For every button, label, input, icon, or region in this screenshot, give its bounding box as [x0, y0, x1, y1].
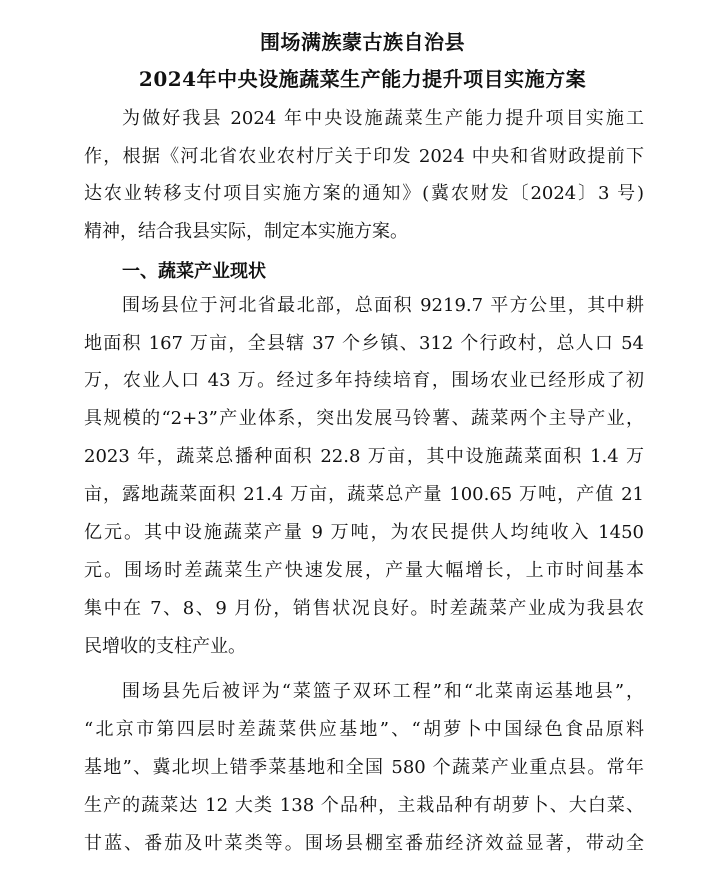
- document-title-line-2: 2024年中央设施蔬菜生产能力提升项目实施方案: [138, 67, 587, 91]
- section-1-para-1-line-10: 民增收的支柱产业。: [84, 636, 246, 657]
- section-1-para-2-line-4: 生产的蔬菜达 12 大类 138 个品种，主栽品种有胡萝卜、大白菜、: [84, 795, 644, 816]
- section-1-para-1-line-4: 具规模的“2+3”产业体系，突出发展马铃薯、蔬菜两个主导产业，: [84, 408, 644, 429]
- intro-line-3: 达农业转移支付项目实施方案的通知》(冀农财发〔2024〕3 号): [84, 183, 644, 204]
- section-1-para-1-line-9: 集中在 7、8、9 月份，销售状况良好。时差蔬菜产业成为我县农: [84, 598, 644, 619]
- section-1-heading: 一、蔬菜产业现状: [122, 261, 266, 282]
- section-1-para-1-line-3: 万，农业人口 43 万。经过多年持续培育，围场农业已经形成了初: [84, 370, 644, 391]
- section-1-para-1-line-7: 亿元。其中设施蔬菜产量 9 万吨，为农民提供人均纯收入 1450: [84, 522, 644, 543]
- section-1-para-1-line-1: 围场县位于河北省最北部，总面积 9219.7 平方公里，其中耕: [122, 295, 644, 316]
- intro-line-4: 精神，结合我县实际，制定本实施方案。: [84, 221, 408, 242]
- intro-line-1: 为做好我县 2024 年中央设施蔬菜生产能力提升项目实施工: [122, 108, 644, 129]
- document-title-line-1: 围场满族蒙古族自治县: [260, 30, 465, 54]
- section-1-para-2-line-5: 甘蓝、番茄及叶菜类等。围场县棚室番茄经济效益显著，带动全: [84, 833, 644, 854]
- section-1-para-1-line-8: 元。围场时差蔬菜生产快速发展，产量大幅增长，上市时间基本: [84, 560, 644, 581]
- section-1-para-1-line-5: 2023 年，蔬菜总播种面积 22.8 万亩，其中设施蔬菜面积 1.4 万: [84, 446, 644, 467]
- section-1-para-1-line-2: 地面积 167 万亩，全县辖 37 个乡镇、312 个行政村，总人口 54: [84, 333, 644, 354]
- section-1-para-2-line-2: “北京市第四层时差蔬菜供应基地”、“胡萝卜中国绿色食品原料: [84, 719, 644, 740]
- section-1-para-1-line-6: 亩，露地蔬菜面积 21.4 万亩，蔬菜总产量 100.65 万吨，产值 21: [84, 484, 644, 505]
- intro-line-2: 作，根据《河北省农业农村厅关于印发 2024 中央和省财政提前下: [84, 146, 644, 167]
- section-1-para-2-line-1: 围场县先后被评为“菜篮子双环工程”和“北菜南运基地县”，: [122, 681, 644, 702]
- section-1-para-2-line-3: 基地”、冀北坝上错季菜基地和全国 580 个蔬菜产业重点县。常年: [84, 757, 644, 778]
